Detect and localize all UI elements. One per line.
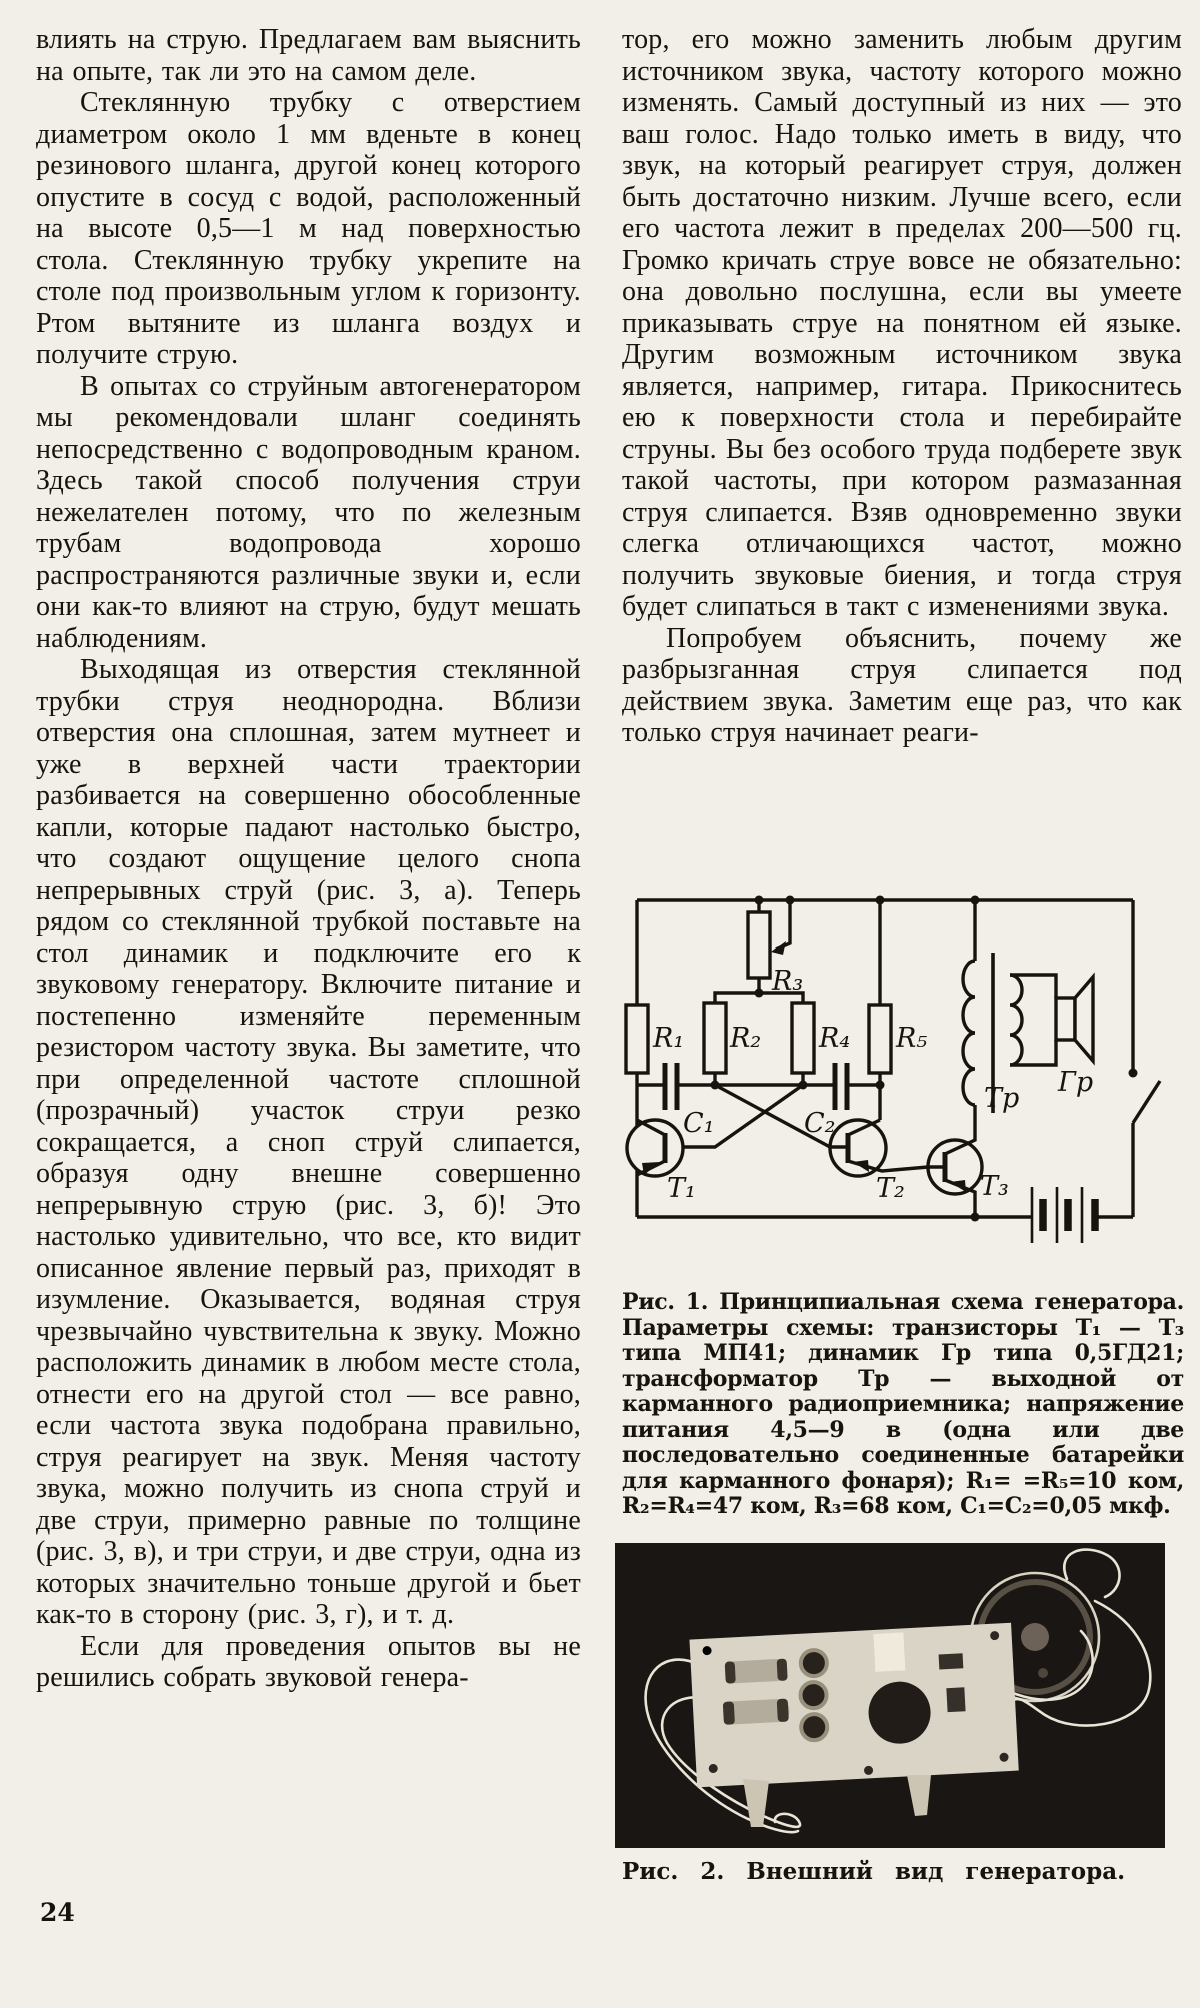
svg-text:C₂: C₂ <box>804 1108 836 1139</box>
left-column <box>36 24 581 1694</box>
svg-text:Т₁: Т₁ <box>667 1173 696 1204</box>
speaker-gr <box>1056 977 1093 1098</box>
resistor-r4 <box>792 1003 850 1085</box>
page-number: 24 <box>40 1898 75 1927</box>
transformer-tr <box>963 900 1056 1114</box>
paragraph: Выходящая из отверстия стеклянной трубки струя неоднородна. Вблизи отверстия она сплошная, затем мутнеет и уже в верхней части траектории разбивается на совершенно обособленные капли, которые падают настолько быстро, что создают ощущение целого снопа непрерывных струй (рис. 3, а). Теперь рядом со стеклянной трубкой поставьте на стол динамик и подключите его к звуковому генератору. Включите питание и постепенно изменяйте переменным резистором частоту звука. Вы заметите, что при определенной частоте сплошной (прозрачный) участок струи резко сокращается, а сноп струй слипается, образуя одну внешне совершенно непрерывную струю (рис. 3, б)! Это настолько удивительно, что все, кто видит описанное явление первый раз, приходят в изумление. Оказывается, водяная струя чрезвычайно чувствительна к звуку. Можно расположить динамик в любом месте стола, отнести его на другой стол — все равно, если частота звука подобрана правильно, струя реагирует на звук. Меняя частоту звука, можно получить из снопа струй и две струи, примерно равные по толщине (рис. 3, в), и три струи, и две струи, одна из которых значительно тоньше другой и бьет как-то в сторону (рис. 3, г), и т. д. <box>36 654 581 1630</box>
photo-board <box>689 1623 1018 1788</box>
figure1-caption: Рис. 1. Принципиальная схема генератора. Параметры схемы: транзисторы Т₁ — Т₃ типа МП41; динамик Гр типа 0,5ГД21; трансформатор Тр — выходной от карманного радиоприемника; напряжение питания 4,5—9 в (одна или две последовательно соединенные батарейки для карманного фонаря); R₁= =R₅=10 ком, R₂=R₄=47 ком, R₃=68 ком, С₁=С₂=0,05 мкф. <box>622 1289 1184 1519</box>
transistor-t3 <box>928 1105 1009 1217</box>
switch <box>1133 900 1160 1217</box>
svg-text:Гр: Гр <box>1058 1067 1094 1098</box>
svg-text:R₂: R₂ <box>730 1023 762 1054</box>
resistor-r2 <box>704 1003 761 1085</box>
paragraph: тор, его можно заменить любым другим источником звука, частоту которого можно изменять. Самый доступный из них — это ваш голос. Надо только иметь в виду, что звук, на который реагирует струя, должен быть достаточно низким. Лучше всего, если его частота лежит в пределах 200—500 гц. Громко кричать струе вовсе не обязательно: она довольно послушна, если вы умеете приказывать струе на понятном ей языке. Другим возможным источником звука является, например, гитара. Прикоснитесь ею к поверхности стола и перебирайте струны. Вы без особого труда подберете звук такой частоты, при котором размазанная струя слипается. Взяв одновременно звуки слегка отличающихся частот, можно получить звуковые биения, и тогда струя будет слипаться в такт с изменениями звука. <box>622 24 1182 622</box>
paragraph: Попробуем объяснить, почему же разбрызганная струя слипается под действием звука. Заметим еще раз, что как только струя начинает реаги- <box>622 622 1182 748</box>
figure1-schematic <box>620 895 1195 1265</box>
paragraph: Если для проведения опытов вы не решились собрать звуковой генера- <box>36 1630 581 1693</box>
right-column <box>622 24 1182 749</box>
svg-text:Т₂: Т₂ <box>876 1173 905 1204</box>
paragraph: В опытах со струйным автогенератором мы рекомендовали шланг соединять непосредственно с водопроводным краном. Здесь такой способ получения струи нежелателен потому, что по железным трубам водопровода хорошо распространяются различные звуки и, если они как-то влияют на струю, будут мешать наблюдениям. <box>36 370 581 654</box>
generator-photo <box>615 1543 1165 1848</box>
circuit-diagram <box>620 895 1195 1265</box>
potentiometer-r3 <box>748 900 803 997</box>
paragraph: влиять на струю. Предлагаем вам выяснить на опыте, так ли это на самом деле. <box>36 24 581 87</box>
paragraph: Стеклянную трубку с отверстием диаметром около 1 мм вденьте в конец резинового шланга, другой конец которого опустите в сосуд с водой, расположенный на высоте 0,5—1 м над поверхностью стола. Стеклянную трубку укрепите на столе под произвольным углом к горизонту. Ртом вытяните из шланга воздух и получите струю. <box>36 87 581 370</box>
battery <box>1032 1187 1095 1243</box>
svg-text:C₁: C₁ <box>683 1108 715 1139</box>
svg-text:Т₃: Т₃ <box>980 1171 1009 1202</box>
figure2-photo <box>615 1543 1165 1848</box>
svg-text:R₅: R₅ <box>896 1023 928 1054</box>
svg-text:R₁: R₁ <box>653 1023 685 1054</box>
svg-text:R₃: R₃ <box>772 966 804 997</box>
transistor-t2 <box>830 1120 928 1204</box>
svg-text:R₄: R₄ <box>819 1023 851 1054</box>
figure2-caption: Рис. 2. Внешний вид генератора. <box>622 1858 1126 1885</box>
svg-text:Тр: Тр <box>984 1083 1020 1114</box>
